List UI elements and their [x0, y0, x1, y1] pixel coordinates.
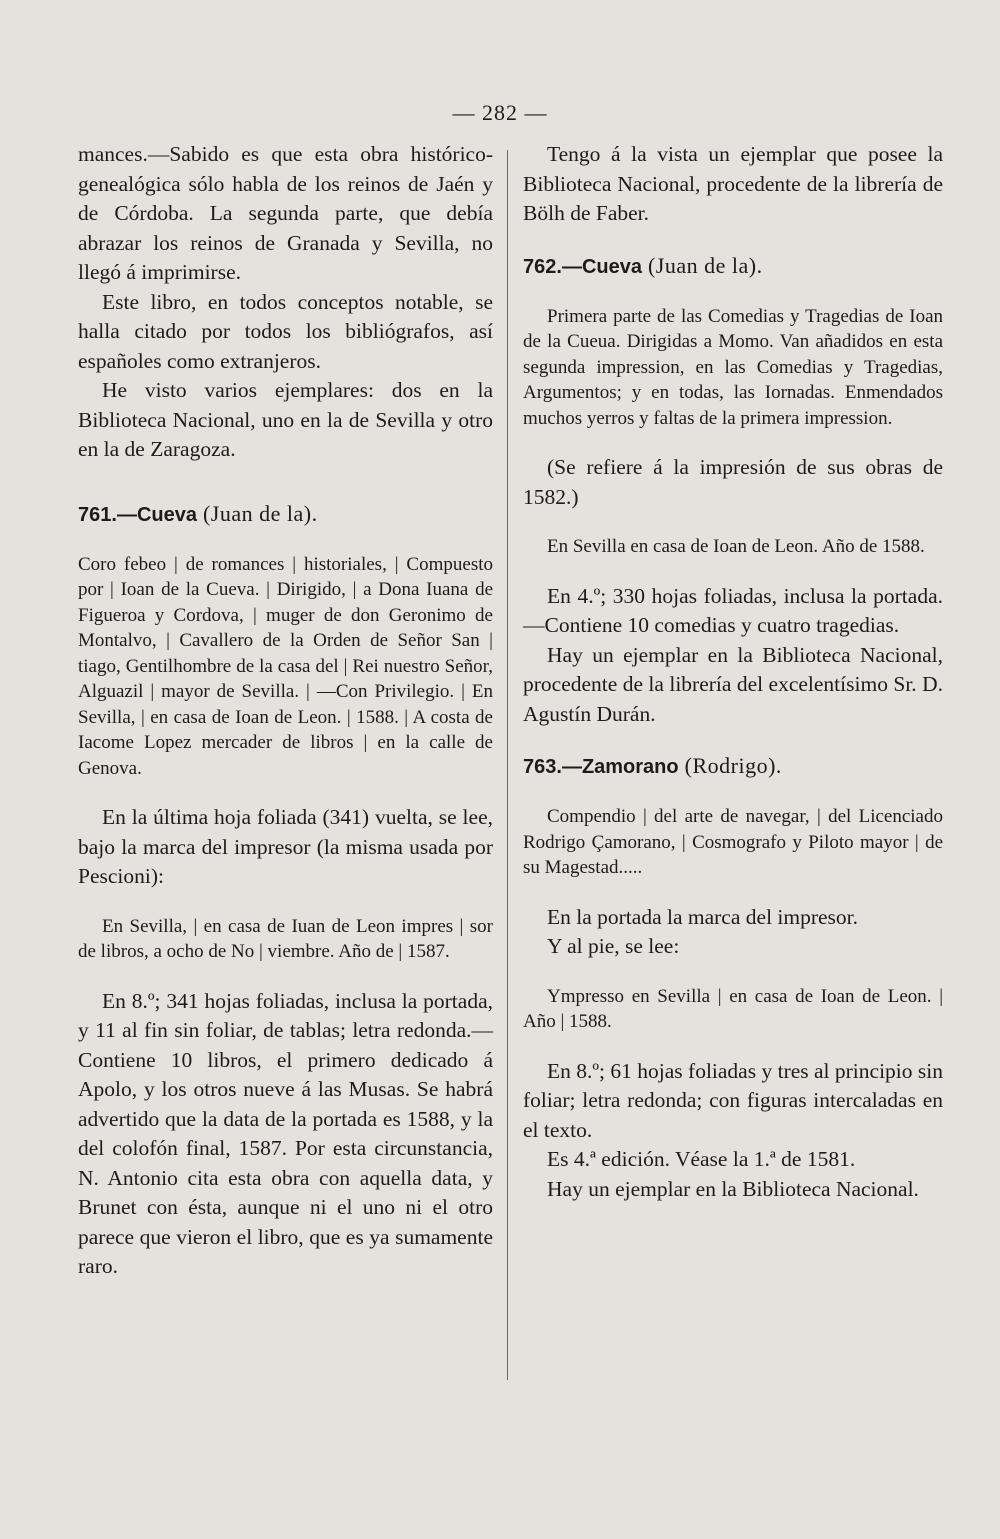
- paragraph: Tengo á la vista un ejemplar que posee la Biblioteca Nacional, procedente de la librería de Bölh de Faber.: [523, 142, 943, 225]
- paragraph: mances.—Sabido es que esta obra histórico-genealógica sólo habla de los reinos de Jaén y de Córdoba. La segunda parte, que debía abrazar los reinos de Granada y Sevilla, no llegó á imprimirse.: [78, 142, 493, 284]
- paragraph: En la portada la marca del impresor.: [547, 904, 859, 929]
- paragraph: Hay un ejemplar en la Biblioteca Nacional.: [547, 1176, 919, 1201]
- paragraph: En la última hoja foliada (341) vuelta, se lee, bajo la marca del impresor (la misma usada por Pescioni):: [78, 805, 493, 888]
- paragraph: He visto varios ejemplares: dos en la Biblioteca Nacional, uno en la de Sevilla y otro en la de Zaragoza.: [78, 378, 493, 461]
- paragraph: En 8.º; 341 hojas foliadas, inclusa la portada, y 11 al fin sin foliar, de tablas; letra redonda.—Contiene 10 libros, el primero dedicado á Apolo, y los otros nueve á las Musas. Se habrá advertido que la data de la portada es 1588, y la del colofón final, 1587. Por esta circunstancia, N. Antonio cita esta obra con aquella data, y Brunet con ésta, aunque ni el uno ni el otro parece que vieron el libro, que es ya sumamente raro.: [78, 988, 493, 1278]
- entry-author-given: (Juan de la).: [196, 500, 318, 526]
- entry-dash: —: [116, 503, 137, 526]
- paragraph: Es 4.ª edición. Véase la 1.ª de 1581.: [547, 1147, 856, 1171]
- entry-author: Cueva: [581, 255, 642, 278]
- column-divider: [507, 150, 508, 1380]
- entry-author: Cueva: [136, 503, 197, 526]
- entry-number: 762.: [523, 255, 562, 278]
- left-column: [78, 140, 493, 1282]
- book-title-761: Coro febeo | de romances | historiales, | Compuesto por | Ioan de la Cueva. | Dirigido, | a Dona Iuana de Figueroa y Cordova, | muger de don Geronimo de Montalvo, | Cavallero de la Orden de Señor San | tiago, Gentilhombre de la casa del | Rei nuestro Señor, Alguazil | mayor de Sevilla. | —Con Privilegio. | En Sevilla, | en casa de Ioan de Leon. | 1588. | A costa de Iacome Lopez mercader de libros | en la calle de Genova.: [78, 553, 493, 779]
- book-title-762: Primera parte de las Comedias y Tragedias de Ioan de la Cueua. Dirigidas a Momo. Van añadidos en esta segunda impression, en las Comedias y Tragedias, Argumentos; y en todas, las Iornadas. Enmendados muchos yerros y faltas de la primera impression.: [523, 305, 943, 429]
- entry-dash: —: [561, 756, 582, 778]
- entry-number: 761.: [78, 503, 117, 526]
- note-762: (Se refiere á la impresión de sus obras de 1582.): [523, 455, 943, 509]
- imprint-762: En Sevilla en casa de Ioan de Leon. Año de 1588.: [547, 536, 925, 557]
- paragraph: En 8.º; 61 hojas foliadas y tres al principio sin foliar; letra redonda; con figuras intercaladas en el texto.: [523, 1058, 943, 1142]
- page-number: — 282 —: [452, 100, 548, 125]
- entry-author-given: (Juan de la).: [641, 252, 763, 278]
- entry-author: Zamorano: [581, 756, 679, 778]
- entry-dash: —: [561, 255, 582, 278]
- paragraph: Hay un ejemplar en la Biblioteca Nacional, procedente de la librería del excelentísimo Sr. D. Agustín Durán.: [523, 642, 943, 726]
- entry-heading-763: [523, 751, 943, 782]
- paragraph: Este libro, en todos conceptos notable, se halla citado por todos los bibliógrafos, así españoles como extranjeros.: [78, 289, 493, 373]
- colophon-761: En Sevilla, | en casa de Iuan de Leon impres | sor de libros, a ocho de No | viembre. Año de | 1587.: [78, 915, 493, 962]
- entry-author-given: (Rodrigo).: [678, 753, 782, 778]
- paragraph: En 4.º; 330 hojas foliadas, inclusa la portada.—Contiene 10 comedias y cuatro tragedias.: [523, 583, 943, 637]
- entry-heading-762: [523, 251, 943, 282]
- right-column: [523, 140, 943, 1204]
- entry-number: 763.: [523, 756, 562, 778]
- paragraph: Y al pie, se lee:: [547, 934, 680, 958]
- book-title-763: Compendio | del arte de navegar, | del Licenciado Rodrigo Çamorano, | Cosmografo y Piloto mayor | de su Magestad.....: [523, 806, 943, 878]
- entry-heading-761: [78, 499, 493, 530]
- colophon-763: Ympresso en Sevilla | en casa de Ioan de Leon. | Año | 1588.: [523, 985, 943, 1032]
